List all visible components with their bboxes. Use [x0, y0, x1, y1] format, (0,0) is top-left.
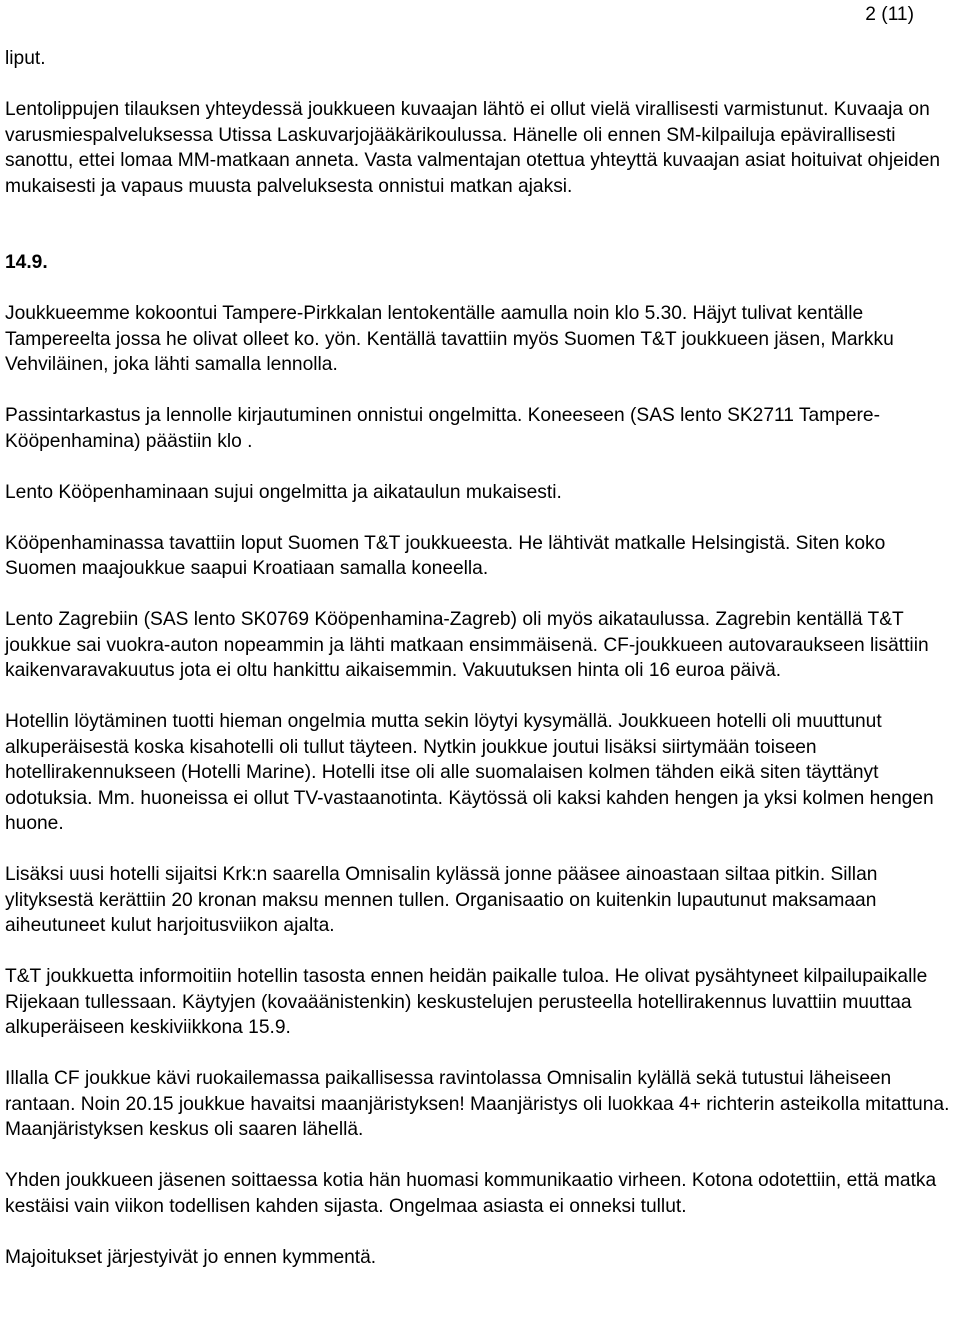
paragraph-tt-team-info: T&T joukkuetta informoitiin hotellin tasosta ennen heidän paikalle tuloa. He olivat pysähtyneet kilpailupaikalle Rijekaan tullessaan. Käytyjen (kovaäänistenkin) keskustelujen perusteella hotellirakennus luvattiin muuttaa alkuperäiseen keskiviikkona 15.9.: [5, 966, 928, 1038]
paragraph-hotel-location: Lisäksi uusi hotelli sijaitsi Krk:n saarella Omnisalin kylässä jonne pääsee ainoastaan siltaa pitkin. Sillan ylityksestä kerättiin 20 kronan maksu mennen tullen. Organisaatio on kuitenkin lupautunut maksamaan aiheutuneet kulut harjoitusviikon ajalta.: [5, 864, 878, 936]
paragraph-accommodation: Majoitukset järjestyivät jo ennen kymmentä.: [5, 1246, 377, 1268]
paragraph-communication-error: Yhden joukkueen jäsenen soittaessa kotia hän huomasi kommunikaatio virheen. Kotona odotettiin, että matka kestäisi vain viikon todellisen kahden sijasta. Ongelmaa asiasta ei onneksi tullut.: [5, 1170, 937, 1217]
paragraph-passport-check: Passintarkastus ja lennolle kirjautuminen onnistui ongelmitta. Koneeseen (SAS lento SK2711 Tampere-Kööpenhamina) päästiin klo .: [5, 405, 880, 452]
paragraph-copenhagen: Kööpenhaminassa tavattiin loput Suomen T&T joukkueesta. He lähtivät matkalle Helsingistä. Siten koko Suomen maajoukkue saapui Kroatiaan samalla koneella.: [5, 532, 886, 579]
page-number: 2 (11): [865, 4, 914, 25]
paragraph-gathering: Joukkueemme kokoontui Tampere-Pirkkalan lentokentälle aamulla noin klo 5.30. Häjyt tulivat kentälle Tampereelta jossa he olivat olleet ko. yön. Kentällä tavattiin myös Suomen T&T joukkueen jäsen, Markku Vehviläinen, joka lähti samalla lennolla.: [5, 303, 894, 375]
paragraph-earthquake: Illalla CF joukkue kävi ruokailemassa paikallisessa ravintolassa Omnisalin kylällä sekä tutustui läheiseen rantaan. Noin 20.15 joukkue havaitsi maanjäristyksen! Maanjäristys oli luokkaa 4+ richterin asteikolla mitattuna. Maanjäristyksen keskus oli saaren lähellä.: [5, 1068, 950, 1140]
paragraph-hotel-search: Hotellin löytäminen tuotti hieman ongelmia mutta sekin löytyi kysymällä. Joukkueen hotelli oli muuttunut alkuperäisestä koska kisahotelli oli tullut täyteen. Nytkin joukkue joutui lisäksi siirtymään toiseen hotellirakennukseen (Hotelli Marine). Hotelli itse oli alle suomalaisen kolmen tähden eikä siten täyttänyt odotuksia. Mm. huoneissa ei ollut TV-vastaanotinta. Käytössä oli kaksi kahden hengen ja yksi kolmen hengen huone.: [5, 711, 934, 834]
paragraph-liput: liput.: [5, 48, 46, 69]
date-heading: 14.9.: [5, 252, 48, 273]
paragraph-flight-copenhagen: Lento Kööpenhaminaan sujui ongelmitta ja aikataulun mukaisesti.: [5, 481, 562, 503]
paragraph-flight-zagreb: Lento Zagrebiin (SAS lento SK0769 Kööpenhamina-Zagreb) oli myös aikataulussa. Zagrebin kentällä T&T joukkue sai vuokra-auton nopeammin ja lähti matkaan ensimmäisenä. CF-joukkueen autovaraukseen lisättiin kaikenvaravakuutus jota ei oltu hankittu aikaisemmin. Vakuutuksen hinta oli 16 euroa päivä.: [5, 609, 929, 681]
document-body: [5, 46, 950, 1270]
paragraph-photographer: Lentolippujen tilauksen yhteydessä joukkueen kuvaajan lähtö ei ollut vielä virallisesti varmistunut. Kuvaaja on varusmiespalveluksessa Utissa Laskuvarjojääkärikoulussa. Hänelle oli ennen SM-kilpailuja epävirallisesti sanottu, ettei lomaa MM-matkaan anneta. Vasta valmentajan otettua yhteyttä kuvaajan asiat hoituivat ohjeiden mukaisesti ja vapaus muusta palveluksesta onnistui matkan ajaksi.: [5, 99, 941, 197]
